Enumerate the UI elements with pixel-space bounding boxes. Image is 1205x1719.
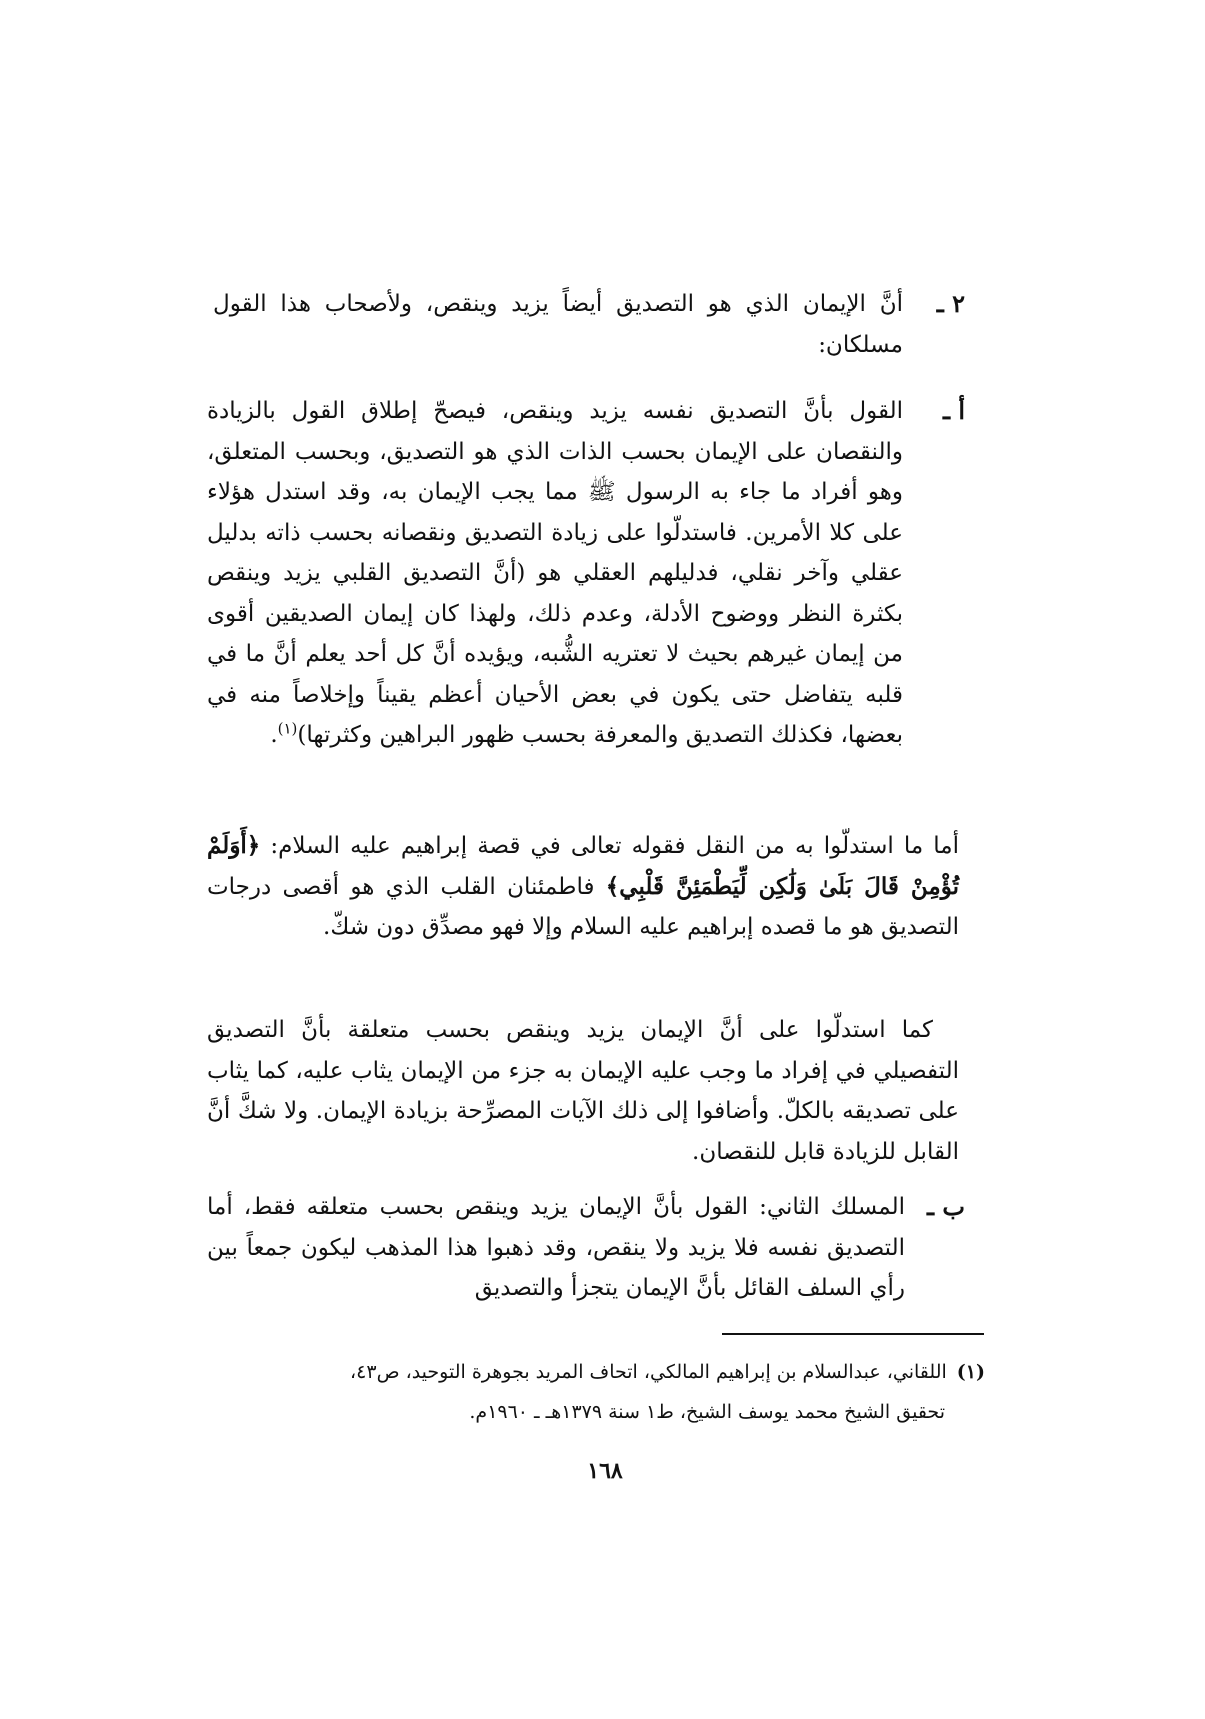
footnote-line-1: اللقاني، عبدالسلام بن إبراهيم المالكي، اتحاف المريد بجوهرة التوحيد، ص٤٣،	[350, 1361, 947, 1383]
paragraph-detail-evidence: كما استدلّوا على أنَّ الإيمان يزيد وينقص بحسب متعلقة بأنَّ التصديق التفصيلي في إفراد ما وجب عليه الإيمان به جزء من الإيمان يثاب عليه، كما يثاب على تصديقه بالكلّ. وأضافوا إلى ذلك الآيات المصرِّحة بزيادة الإيمان. ولا شكَّ أنَّ القابل للزيادة قابل للنقصان.	[207, 1017, 959, 1165]
paragraph-rest: فاطمئنان القلب الذي هو أقصى درجات التصديق هو ما قصده إبراهيم عليه السلام وإلا فهو مصدِّق دون شكّ.	[207, 873, 959, 940]
paragraph-quran-evidence	[207, 826, 959, 948]
list-marker-2: ٢ ـ	[936, 289, 965, 318]
footnote-separator	[722, 1333, 984, 1335]
list-item-a-end: .	[270, 722, 278, 748]
list-marker-a: أ ـ	[942, 396, 965, 425]
list-item-b-text: المسلك الثاني: القول بأنَّ الإيمان يزيد وينقص بحسب متعلقه فقط، أما التصديق نفسه فلا يزيد ولا ينقص، وقد ذهبوا هذا المذهب ليكون جمعاً بين رأي السلف القائل بأنَّ الإيمان يتجزأ والتصديق	[207, 1194, 905, 1301]
paragraph-intro: أما ما استدلّوا به من النقل فقوله تعالى في قصة إبراهيم عليه السلام:	[270, 833, 960, 859]
list-marker-b: ب ـ	[927, 1192, 965, 1221]
quran-verse: ﴿أَوَلَمْ تُؤْمِنْ قَالَ بَلَىٰ وَلَٰكِن لِّيَطْمَئِنَّ قَلْبِي﴾	[207, 832, 959, 900]
footnote-reference: (١)	[277, 719, 298, 738]
list-item-a-body: القول بأنَّ التصديق نفسه يزيد وينقص، فيصحّ إطلاق القول بالزيادة والنقصان على الإيمان بحسب الذات الذي هو التصديق، وبحسب المتعلق، وهو أفراد ما جاء به الرسول ﷺ مما يجب الإيمان به، وقد استدل هؤلاء على كلا الأمرين. فاستدلّوا على زيادة التصديق ونقصانه بحسب ذاته بدليل عقلي وآخر نقلي، فدليلهم العقلي هو (أنَّ التصديق القلبي يزيد وينقص بكثرة النظر ووضوح الأدلة، وعدم ذلك، ولهذا كان إيمان الصديقين أقوى من إيمان غيرهم بحيث لا تعتريه الشُّبه، ويؤيده أنَّ كل أحد يعلم أنَّ ما في قلبه يتفاضل حتى يكون في بعض الأحيان أعظم يقيناً وإخلاصاً منه في بعضها، فكذلك التصديق والمعرفة بحسب ظهور البراهين وكثرتها)	[207, 398, 903, 748]
list-item-2-text: أنَّ الإيمان الذي هو التصديق أيضاً يزيد وينقص، ولأصحاب هذا القول مسلكان:	[213, 291, 903, 358]
footnote-marker: (١)	[956, 1361, 985, 1383]
footnote-line-2: تحقيق الشيخ محمد يوسف الشيخ، ط١ سنة ١٣٧٩هـ ـ ١٩٦٠م.	[469, 1401, 945, 1423]
list-item-a-text	[207, 391, 903, 756]
page-number: ١٦٨	[587, 1458, 623, 1484]
footnote	[250, 1352, 985, 1432]
